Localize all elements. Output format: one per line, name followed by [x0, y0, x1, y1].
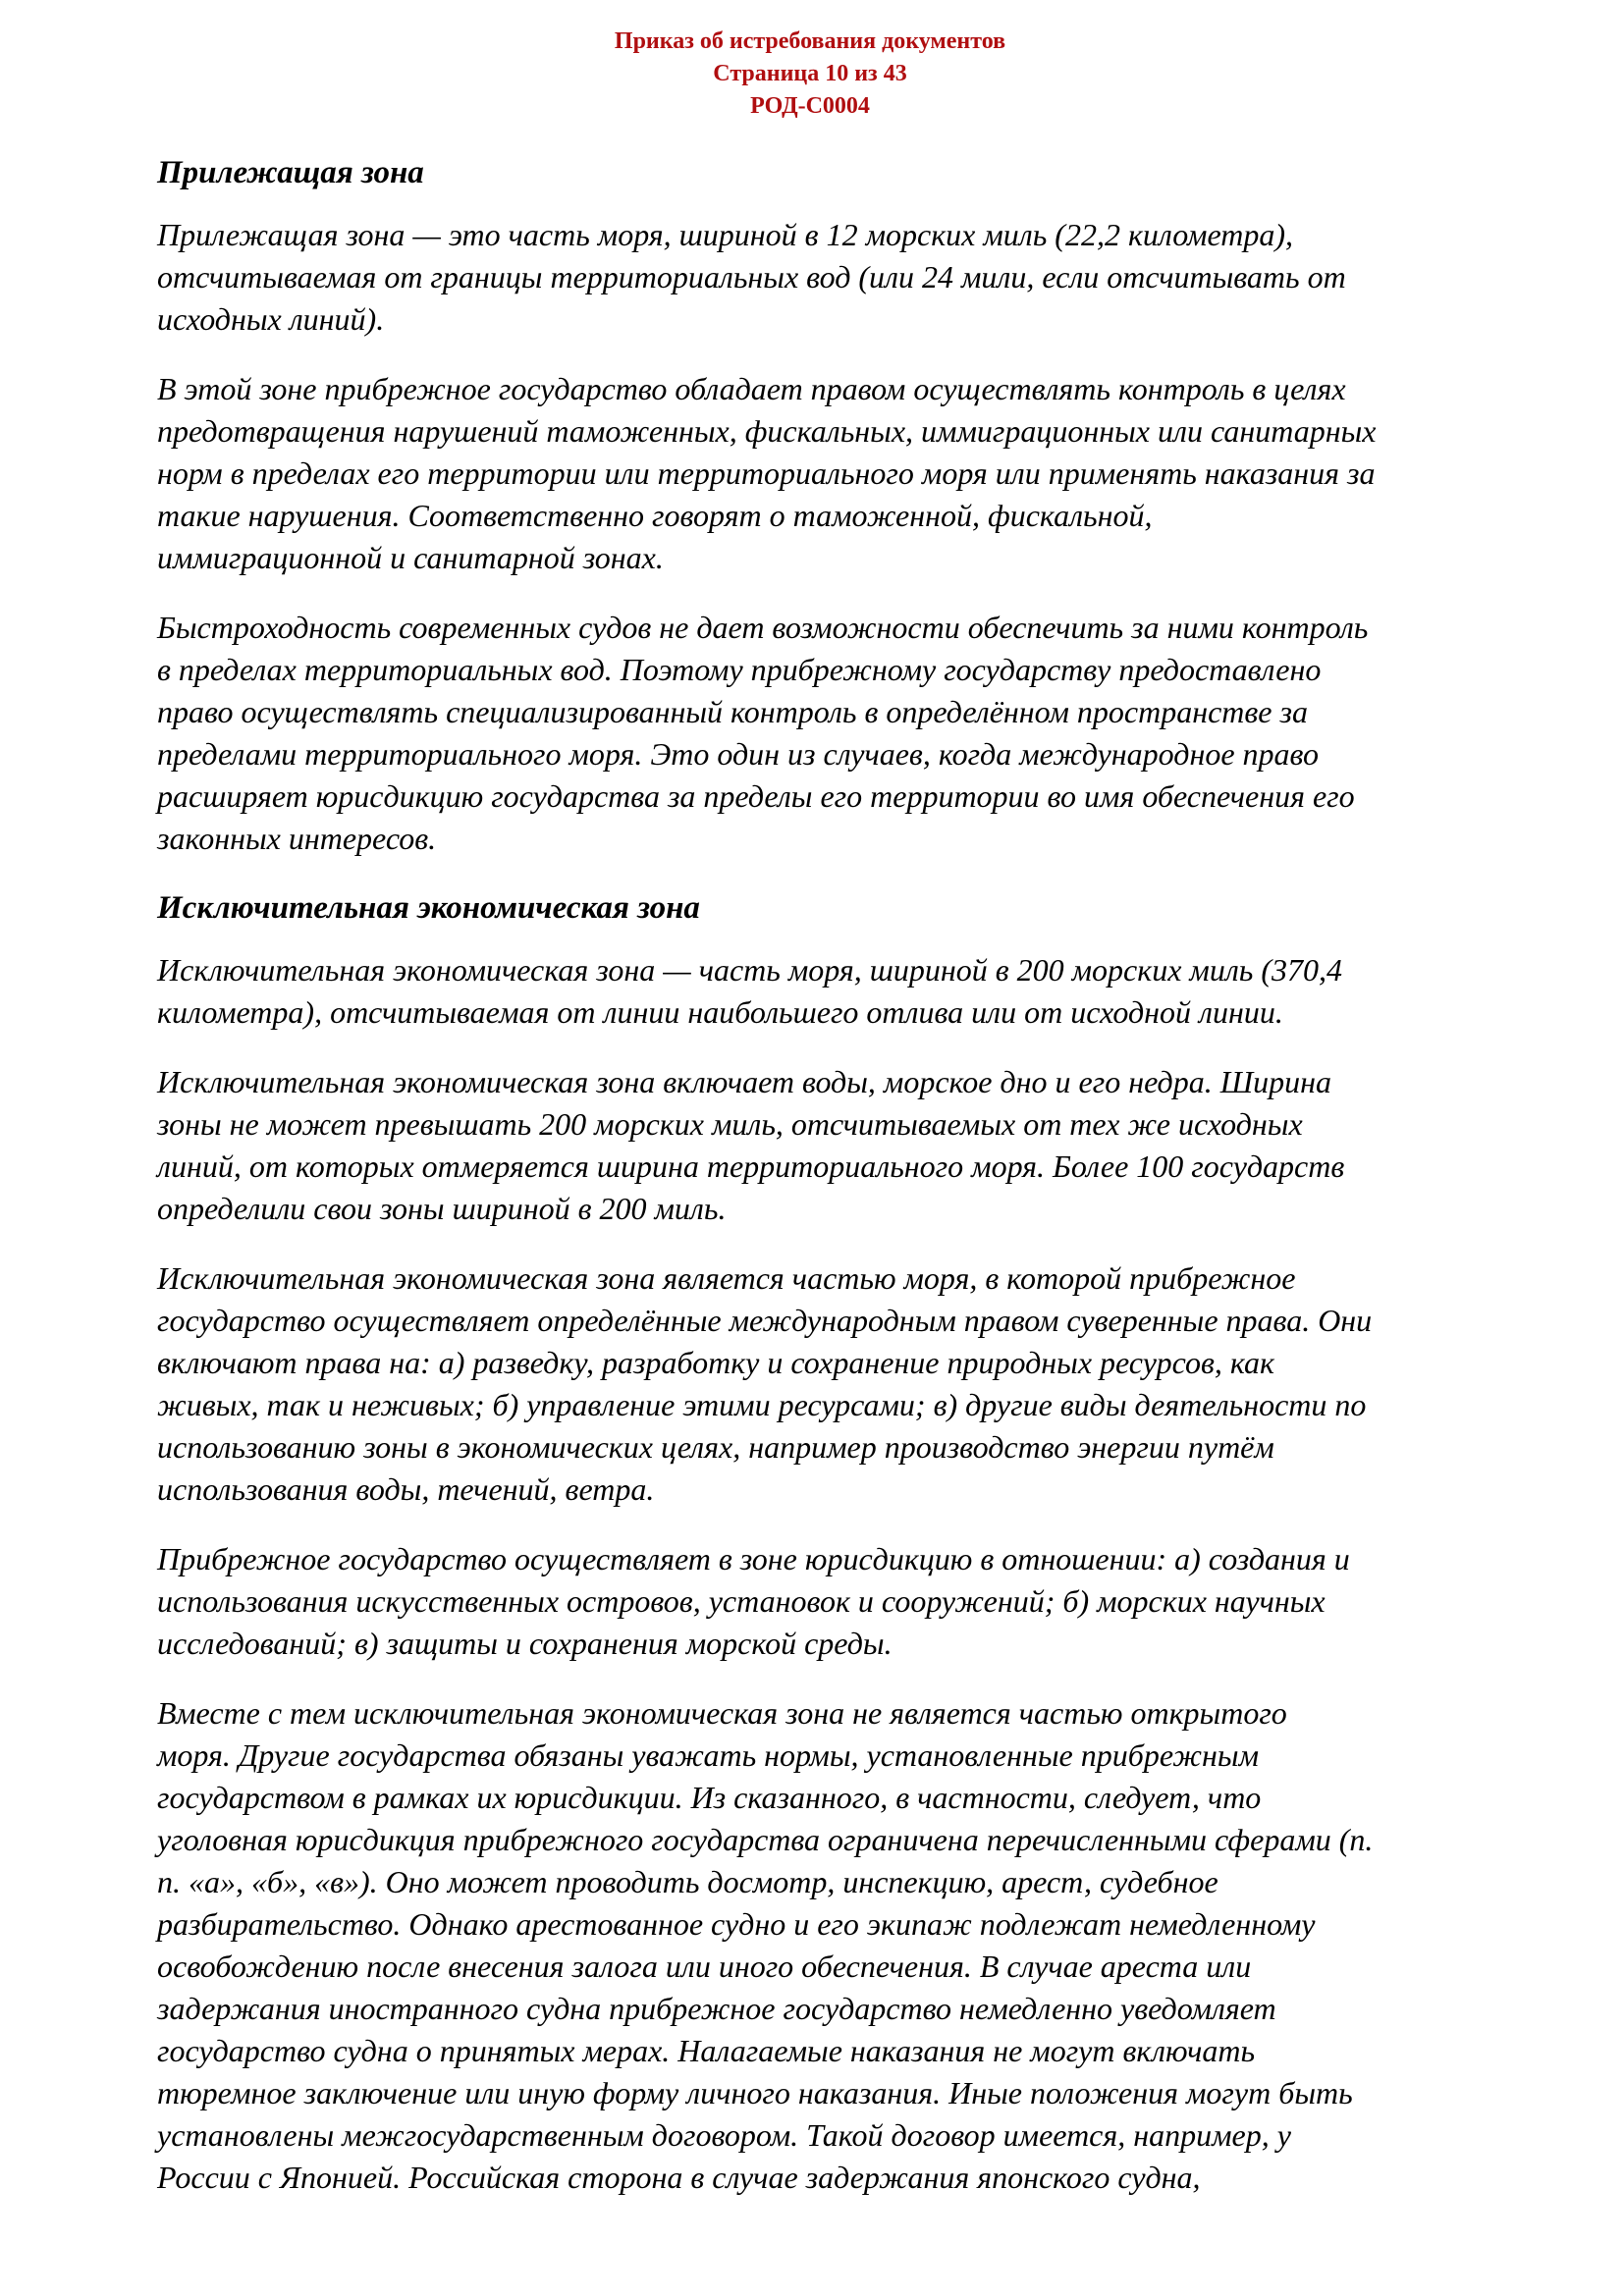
- text-line: линий, от которых отмеряется ширина территориального моря. Более 100 государств: [157, 1148, 1345, 1184]
- text-line: исходных линий).: [157, 301, 385, 337]
- text-line: государством в рамках их юрисдикции. Из сказанного, в частности, следует, что: [157, 1780, 1262, 1815]
- text-line: моря. Другие государства обязаны уважать нормы, установленные прибрежным: [157, 1737, 1259, 1773]
- text-line: отсчитываемая от границы территориальных вод (или 24 мили, если отсчитывать от: [157, 259, 1346, 294]
- text-line: уголовная юрисдикция прибрежного государства ограничена перечисленными сферами (п.: [157, 1822, 1374, 1857]
- text-line: Быстроходность современных судов не дает возможности обеспечить за ними контроль: [157, 610, 1369, 645]
- text-line: использованию зоны в экономических целях, например производство энергии путём: [157, 1429, 1274, 1465]
- text-line: зоны не может превышать 200 морских миль, отсчитываемых от тех же исходных: [157, 1106, 1303, 1142]
- text-line: тюремное заключение или иную форму личного наказания. Иные положения могут быть: [157, 2075, 1353, 2110]
- text-line: государство судна о принятых мерах. Налагаемые наказания не могут включать: [157, 2033, 1256, 2068]
- paragraph: [157, 1257, 1463, 1511]
- text-line: использования воды, течений, ветра.: [157, 1471, 655, 1507]
- text-line: пределами территориального моря. Это один из случаев, когда международное право: [157, 736, 1319, 772]
- paragraph: [157, 1692, 1463, 2199]
- text-line: установлены межгосударственным договором. Такой договор имеется, например, у: [157, 2117, 1291, 2153]
- paragraph: [157, 368, 1463, 579]
- text-line: право осуществлять специализированный контроль в определённом пространстве за: [157, 694, 1308, 729]
- text-line: Вместе с тем исключительная экономическая зона не является частью открытого: [157, 1695, 1287, 1731]
- paragraph: [157, 214, 1463, 341]
- text-line: Прилежащая зона — это часть моря, шириной в 12 морских миль (22,2 километра),: [157, 217, 1294, 252]
- text-line: включают права на: а) разведку, разработку и сохранение природных ресурсов, как: [157, 1345, 1274, 1380]
- text-line: километра), отсчитываемая от линии наибольшего отлива или от исходной линии.: [157, 994, 1283, 1030]
- paragraph: [157, 949, 1463, 1034]
- document-body: [157, 152, 1463, 2199]
- text-line: исследований; в) защиты и сохранения морской среды.: [157, 1626, 893, 1661]
- text-line: В этой зоне прибрежное государство обладает правом осуществлять контроль в целях: [157, 371, 1346, 406]
- text-line: Исключительная экономическая зона — часть моря, шириной в 200 морских миль (370,4: [157, 952, 1343, 988]
- text-line: задержания иностранного судна прибрежное государство немедленно уведомляет: [157, 1991, 1276, 2026]
- document-title: Приказ об истребования документов: [614, 28, 1006, 54]
- text-line: живых, так и неживых; б) управление этими ресурсами; в) другие виды деятельности по: [157, 1387, 1367, 1422]
- document-header: [157, 26, 1463, 123]
- text-line: норм в пределах его территории или территориального моря или применять наказания за: [157, 455, 1376, 491]
- text-line: определили свои зоны шириной в 200 миль.: [157, 1191, 727, 1226]
- text-line: Исключительная экономическая зона включает воды, морское дно и его недра. Ширина: [157, 1064, 1331, 1099]
- section-heading: Исключительная экономическая зона: [157, 890, 700, 926]
- section-heading: Прилежащая зона: [157, 155, 424, 190]
- text-line: использования искусственных островов, установок и сооружений; б) морских научных: [157, 1583, 1326, 1619]
- paragraph: [157, 1061, 1463, 1230]
- paragraph: [157, 607, 1463, 860]
- text-line: в пределах территориальных вод. Поэтому прибрежному государству предоставлено: [157, 652, 1322, 687]
- text-line: освобождению после внесения залога или иного обеспечения. В случае ареста или: [157, 1949, 1252, 1984]
- text-line: расширяет юрисдикцию государства за пределы его территории во имя обеспечения его: [157, 778, 1355, 814]
- text-line: иммиграционной и санитарной зонах.: [157, 540, 664, 575]
- paragraph: [157, 1538, 1463, 1665]
- text-line: законных интересов.: [157, 821, 437, 856]
- text-line: России с Японией. Российская сторона в случае задержания японского судна,: [157, 2160, 1201, 2195]
- text-line: разбирательство. Однако арестованное судно и его экипаж подлежат немедленному: [157, 1906, 1316, 1942]
- text-line: такие нарушения. Соответственно говорят о таможенной, фискальной,: [157, 498, 1153, 533]
- text-line: Исключительная экономическая зона является частью моря, в которой прибрежное: [157, 1260, 1296, 1296]
- text-line: государство осуществляет определённые международным правом суверенные права. Они: [157, 1303, 1373, 1338]
- page-indicator: Страница 10 из 43: [713, 61, 907, 86]
- text-line: п. «а», «б», «в»). Оно может проводить досмотр, инспекцию, арест, судебное: [157, 1864, 1218, 1899]
- text-line: Прибрежное государство осуществляет в зоне юрисдикцию в отношении: а) создания и: [157, 1541, 1350, 1576]
- document-code: РОД-С0004: [750, 93, 870, 119]
- text-line: предотвращения нарушений таможенных, фискальных, иммиграционных или санитарных: [157, 413, 1377, 449]
